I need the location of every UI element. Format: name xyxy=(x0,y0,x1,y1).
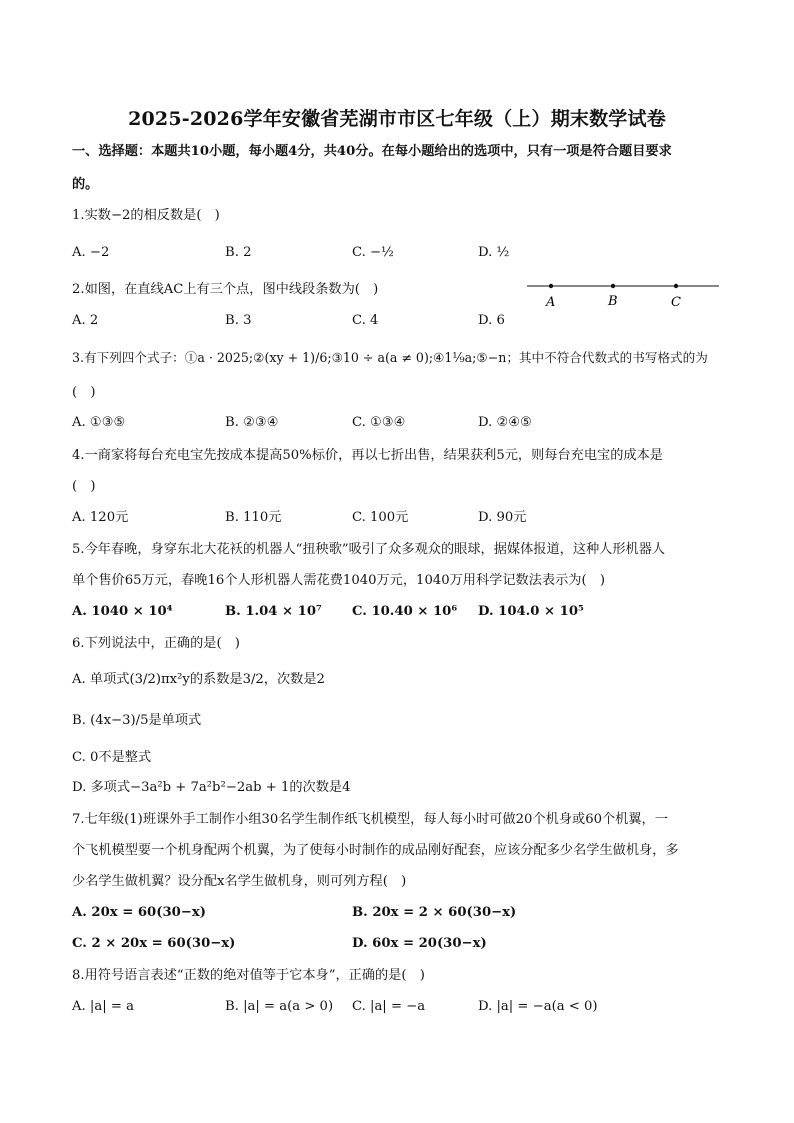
question-4-option-a: A. 120元 xyxy=(72,510,129,525)
point-b-label: B xyxy=(608,294,618,309)
question-2-stem: 2.如图，在直线AC上有三个点，图中线段条数为( ) xyxy=(72,282,379,297)
question-8-stem: 8.用符号语言表述“正数的绝对值等于它本身”，正确的是( ) xyxy=(72,968,425,983)
question-4-stem: 4.一商家将每台充电宝先按成本提高50%标价，再以七折出售，结果获利5元，则每台充电宝的成本是 xyxy=(72,448,663,463)
question-4-option-b: B. 110元 xyxy=(225,510,282,525)
question-7-option-a: A. 20x = 60(30−x) xyxy=(72,905,206,920)
question-3-option-d: D. ②④⑤ xyxy=(478,415,532,430)
question-3-option-a: A. ①③⑤ xyxy=(72,415,126,430)
question-6-option-a: A. 单项式(3/2)πx²y的系数是3/2，次数是2 xyxy=(72,672,325,687)
question-3-option-b: B. ②③④ xyxy=(225,415,279,430)
section-instructions-line2: 的。 xyxy=(72,177,99,192)
question-7-stem-line3: 少名学生做机翼？设分配x名学生做机身，则可列方程( ) xyxy=(72,874,407,889)
question-8-option-d: D. |a| = −a(a < 0) xyxy=(478,999,598,1014)
question-4-option-d: D. 90元 xyxy=(478,510,527,525)
question-4-stem-paren: ( ) xyxy=(72,479,96,494)
question-6-option-d: D. 多项式−3a²b + 7a²b²−2ab + 1的次数是4 xyxy=(72,780,351,795)
question-6-option-b: B. (4x−3)/5是单项式 xyxy=(72,713,202,728)
question-1-option-c: C. −½ xyxy=(352,245,394,260)
question-1-option-d: D. ½ xyxy=(478,245,510,260)
question-7-option-b: B. 20x = 2 × 60(30−x) xyxy=(352,905,517,920)
question-4-option-c: C. 100元 xyxy=(352,510,409,525)
question-5-option-d: D. 104.0 × 10⁵ xyxy=(478,604,584,619)
point-c-label: C xyxy=(671,295,681,310)
point-b-dot xyxy=(611,284,615,288)
question-1-option-a: A. −2 xyxy=(72,245,110,260)
question-5-stem-line1: 5.今年春晚，身穿东北大花袄的机器人“扭秧歌”吸引了众多观众的眼球，据媒体报道，这种人形机器人 xyxy=(72,542,666,557)
question-7-stem-line2: 个飞机模型要一个机身配两个机翼，为了使每小时制作的成品刚好配套，应该分配多少名学生做机身，多 xyxy=(72,843,679,858)
question-7-stem-line1: 7.七年级(1)班课外手工制作小组30名学生制作纸飞机模型，每人每小时可做20个机身或60个机翼，一 xyxy=(72,812,668,827)
exam-title: 2025-2026学年安徽省芜湖市市区七年级（上）期末数学试卷 xyxy=(128,108,666,130)
question-2-option-b: B. 3 xyxy=(225,313,252,328)
point-a-label: A xyxy=(546,295,556,310)
question-1-stem: 1.实数−2的相反数是( ) xyxy=(72,208,220,223)
question-5-option-b: B. 1.04 × 10⁷ xyxy=(225,604,322,619)
question-2-option-d: D. 6 xyxy=(478,313,505,328)
question-5-stem-line2: 单个售价65万元，春晚16个人形机器人需花费1040万元，1040万用科学记数法表示为( ) xyxy=(72,573,605,588)
question-7-option-d: D. 60x = 20(30−x) xyxy=(352,936,487,951)
question-8-option-a: A. |a| = a xyxy=(72,999,134,1014)
question-3-option-c: C. ①③④ xyxy=(352,415,406,430)
question-5-option-c: C. 10.40 × 10⁶ xyxy=(352,604,458,619)
question-1-option-b: B. 2 xyxy=(225,245,252,260)
point-c-dot xyxy=(674,284,678,288)
question-7-option-c: C. 2 × 20x = 60(30−x) xyxy=(72,936,236,951)
question-6-option-c: C. 0不是整式 xyxy=(72,750,152,765)
question-8-option-c: C. |a| = −a xyxy=(352,999,426,1014)
point-a-dot xyxy=(549,284,553,288)
section-instructions-line1: 一、选择题：本题共10小题，每小题4分，共40分。在每小题给出的选项中，只有一项是符合题目要求 xyxy=(72,144,672,159)
question-8-option-b: B. |a| = a(a > 0) xyxy=(225,999,334,1014)
question-6-stem: 6.下列说法中，正确的是( ) xyxy=(72,636,240,651)
question-2-option-a: A. 2 xyxy=(72,313,99,328)
question-2-option-c: C. 4 xyxy=(352,313,379,328)
question-3-stem: 3.有下列四个式子：①a · 2025;②(xy + 1)/6;③10 ÷ a(a ≠ 0);④1⅑a;⑤−n；其中不符合代数式的书写格式的为 xyxy=(72,350,708,365)
question-3-stem-paren: ( ) xyxy=(72,385,96,400)
question-5-option-a: A. 1040 × 10⁴ xyxy=(72,604,173,619)
line-segment-figure xyxy=(525,278,721,312)
